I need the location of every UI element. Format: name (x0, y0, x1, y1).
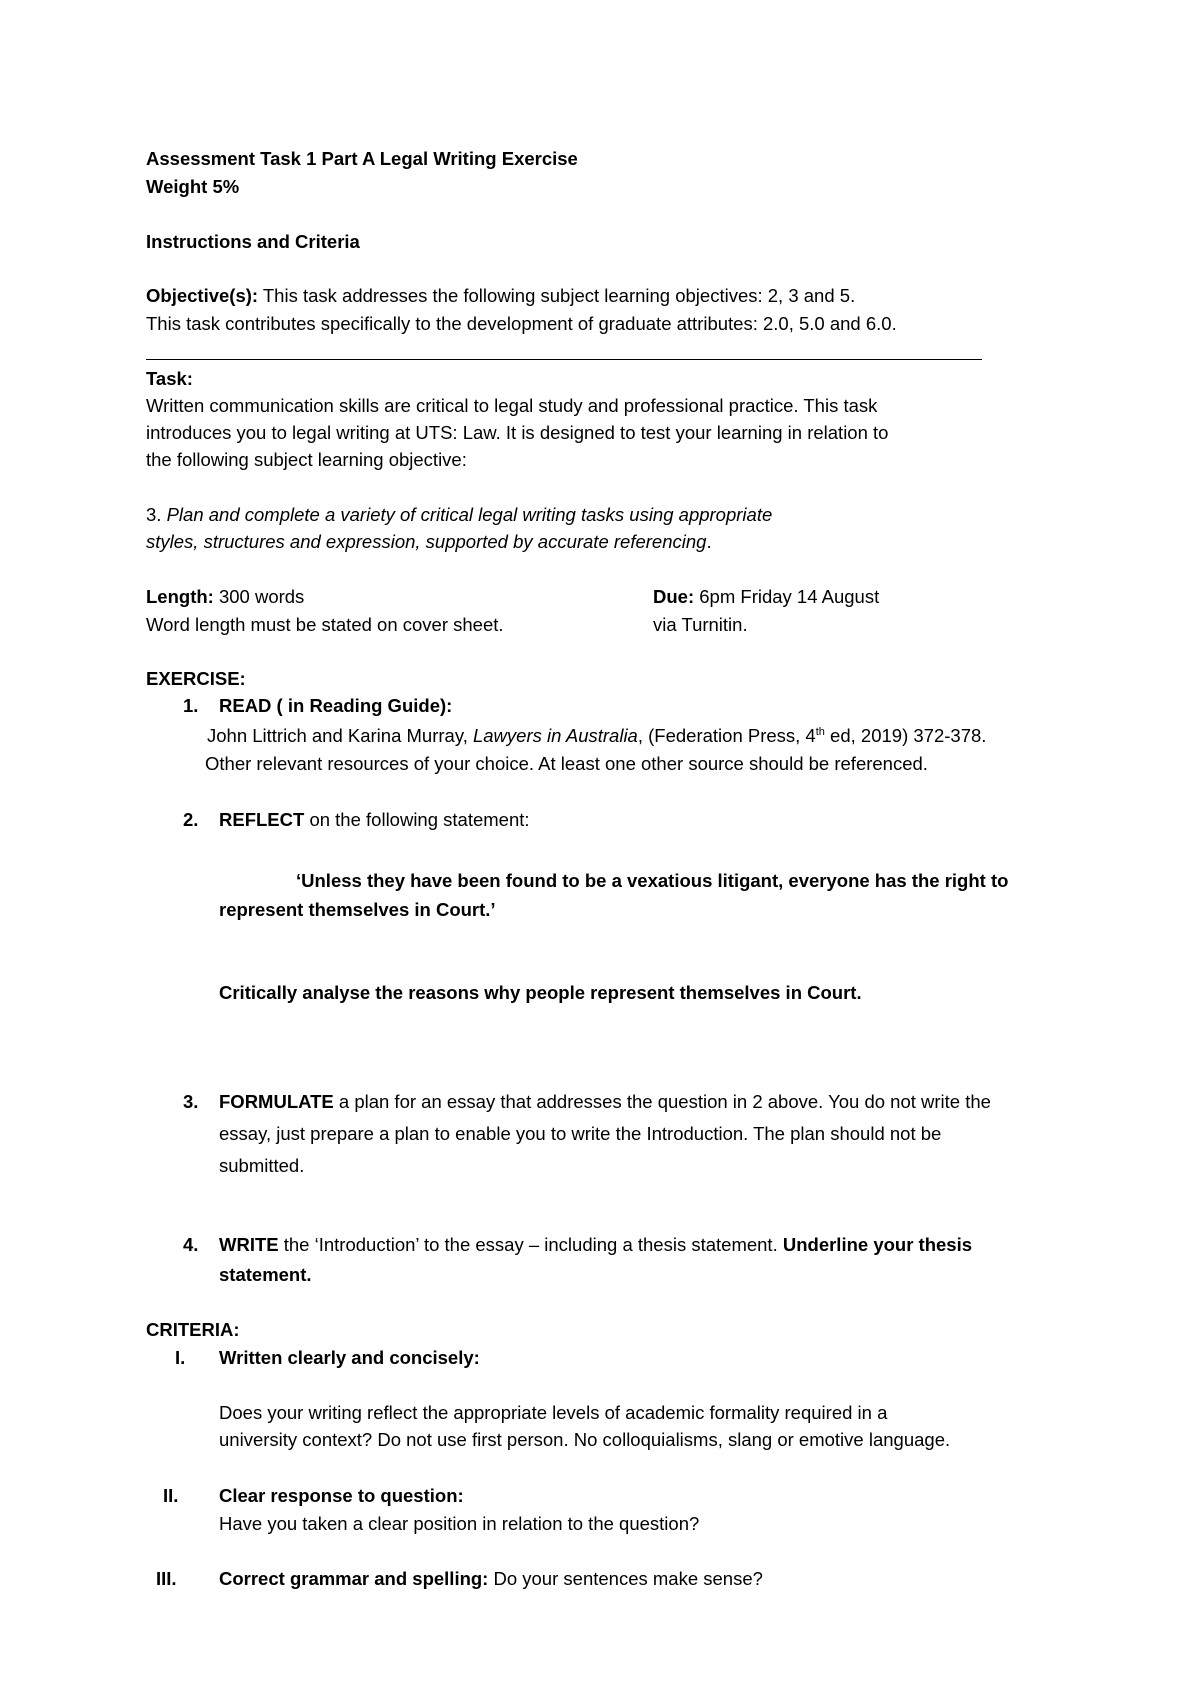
objectives-line-1: Objective(s): This task addresses the following subject learning objectives: 2, 3 and 5. (146, 285, 856, 306)
exercise-heading: EXERCISE: (146, 668, 246, 689)
criteria-3-number: III. (156, 1568, 177, 1589)
instructions-heading: Instructions and Criteria (146, 231, 360, 252)
due-line: Due: 6pm Friday 14 August (653, 586, 880, 607)
criteria-1-label: Written clearly and concisely: (219, 1347, 480, 1368)
reading-other: Other relevant resources of your choice. At least one other source should be referenced. (205, 753, 928, 774)
quote-line-2: represent themselves in Court.’ (219, 899, 496, 920)
exercise-item-1-label: READ ( in Reading Guide): (219, 695, 453, 716)
objectives-label: Objective(s): (146, 285, 259, 306)
criteria-1-number: I. (175, 1347, 186, 1368)
weight-line: Weight 5% (146, 176, 240, 197)
task-line-1: Written communication skills are critical to legal study and professional practice. This task (146, 395, 878, 416)
quote-line-1: ‘Unless they have been found to be a vexatious litigant, everyone has the right to (296, 870, 1009, 891)
criteria-heading: CRITERIA: (146, 1319, 240, 1340)
exercise-item-3-line-3: submitted. (219, 1155, 305, 1176)
length-note: Word length must be stated on cover sheet. (146, 614, 504, 635)
learning-objective-line-1: 3. Plan and complete a variety of critical legal writing tasks using appropriate (146, 504, 773, 525)
horizontal-rule (146, 359, 982, 360)
reading-reference: John Littrich and Karina Murray, Lawyers in Australia, (Federation Press, 4th ed, 2019) 372-378. (207, 725, 987, 746)
exercise-item-2-number: 2. (183, 809, 199, 830)
task-line-3: the following subject learning objective: (146, 449, 467, 470)
due-note: via Turnitin. (653, 614, 748, 635)
criteria-2-text: Have you taken a clear position in relation to the question? (219, 1513, 700, 1534)
length-line: Length: 300 words (146, 586, 305, 607)
criteria-3-line: Correct grammar and spelling: Do your sentences make sense? (219, 1568, 763, 1589)
criteria-2-label: Clear response to question: (219, 1485, 464, 1506)
task-line-2: introduces you to legal writing at UTS: Law. It is designed to test your learning in relation to (146, 422, 889, 443)
exercise-item-2-text: REFLECT on the following statement: (219, 809, 530, 830)
exercise-item-3-number: 3. (183, 1091, 199, 1112)
criteria-1-line-2: university context? Do not use first person. No colloquialisms, slang or emotive language. (219, 1429, 951, 1450)
learning-objective-line-2: styles, structures and expression, supported by accurate referencing. (146, 531, 712, 552)
criteria-2-number: II. (163, 1485, 179, 1506)
document-title: Assessment Task 1 Part A Legal Writing Exercise (146, 148, 578, 169)
exercise-item-1-number: 1. (183, 695, 199, 716)
objectives-line-2: This task contributes specifically to the development of graduate attributes: 2.0, 5.0 and 6.0. (146, 313, 897, 334)
essay-question: Critically analyse the reasons why people represent themselves in Court. (219, 982, 862, 1003)
exercise-item-3-line-1: FORMULATE a plan for an essay that addresses the question in 2 above. You do not write the (219, 1091, 991, 1112)
task-label: Task: (146, 368, 193, 389)
exercise-item-3-line-2: essay, just prepare a plan to enable you to write the Introduction. The plan should not be (219, 1123, 942, 1144)
exercise-item-4-line-2: statement. (219, 1264, 312, 1285)
exercise-item-4-line-1: WRITE the ‘Introduction’ to the essay – including a thesis statement. Underline your thesis (219, 1234, 973, 1255)
exercise-item-4-number: 4. (183, 1234, 199, 1255)
criteria-1-line-1: Does your writing reflect the appropriate levels of academic formality required in a (219, 1402, 888, 1423)
